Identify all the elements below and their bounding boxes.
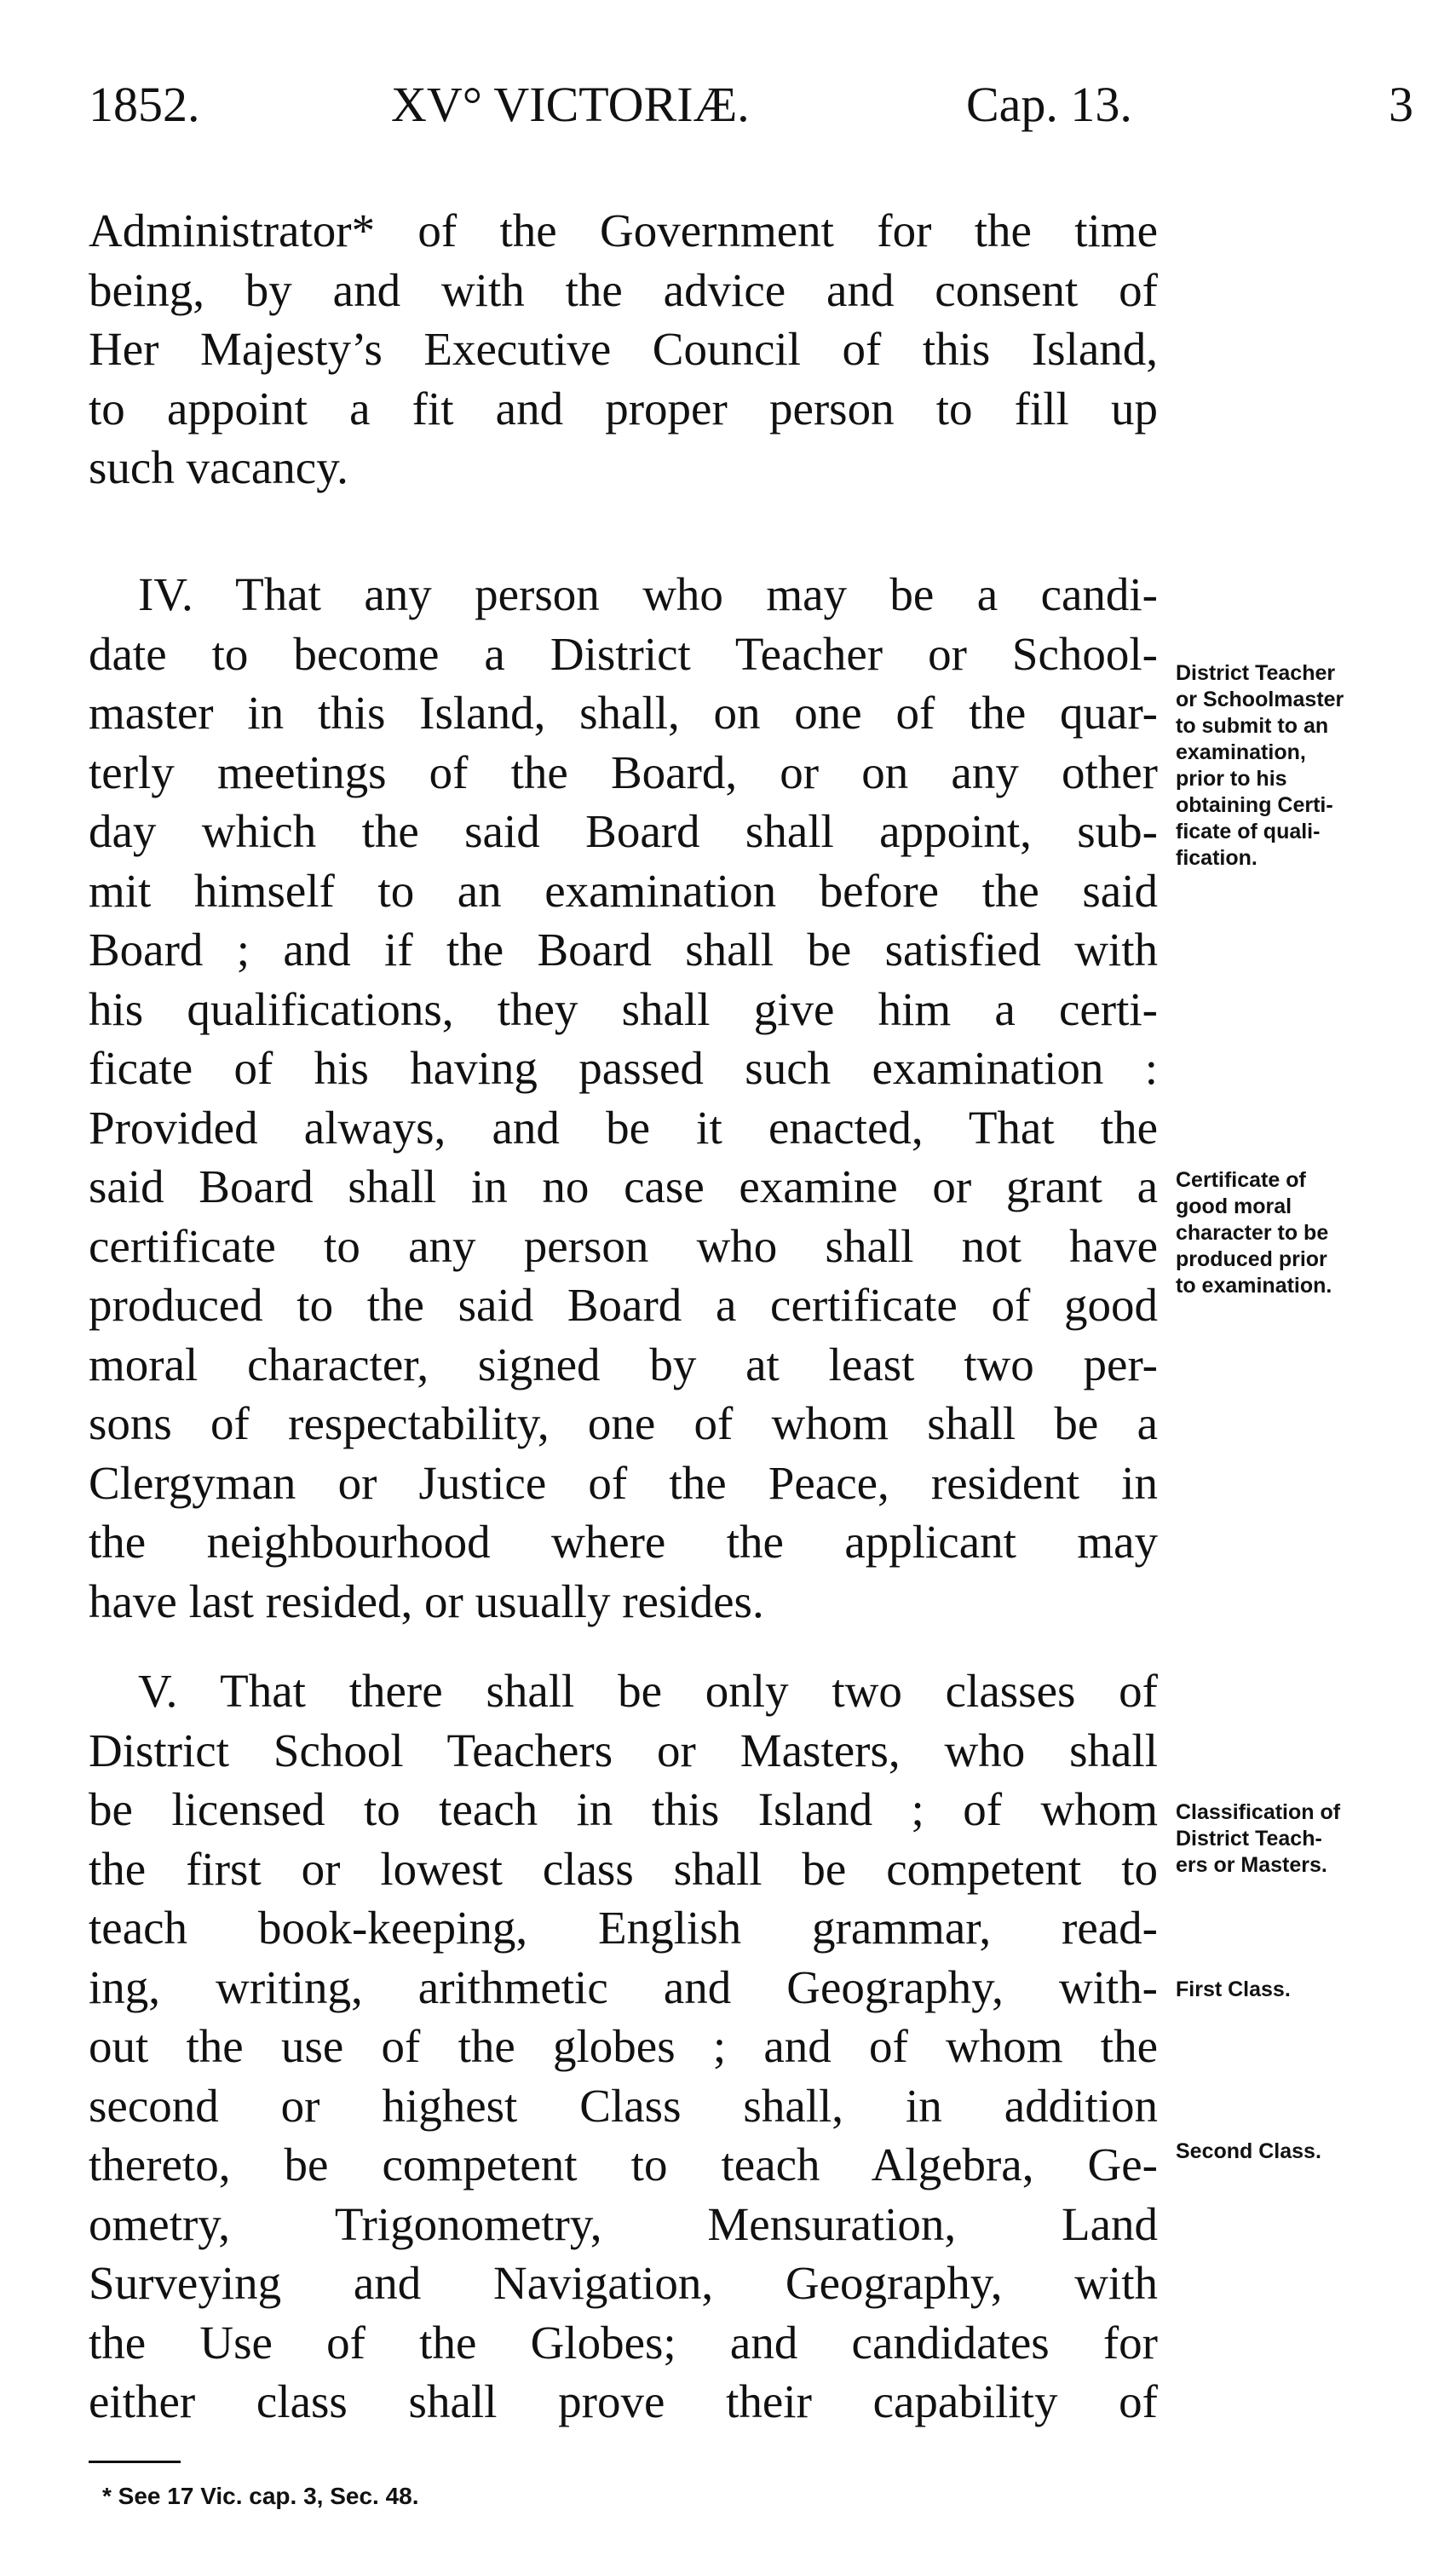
text-line: master in this Island, shall, on one of the quar-: [89, 687, 1158, 739]
text-line: either class shall prove their capability of: [89, 2375, 1158, 2427]
margin-note-line: produced prior: [1176, 1247, 1327, 1271]
text-line: ometry, Trigonometry, Mensuration, Land: [89, 2197, 1158, 2250]
margin-note-line: Second Class.: [1176, 2139, 1321, 2163]
text-line: such vacancy.: [89, 441, 348, 493]
text-line: Board ; and if the Board shall be satisfied with: [89, 924, 1158, 976]
text-line: Provided always, and be it enacted, That the: [89, 1101, 1158, 1154]
margin-note-teacher-examination: [1176, 660, 1431, 872]
text-line: V. That there shall be only two classes of: [138, 1665, 1158, 1717]
page-number: 3: [1389, 77, 1413, 132]
text-line: Surveying and Navigation, Geography, with: [89, 2257, 1158, 2309]
text-line: being, by and with the advice and consent of: [89, 263, 1158, 316]
margin-note-second-class: [1176, 2139, 1431, 2165]
text-line: have last resided, or usually resides.: [89, 1574, 764, 1627]
text-line: ficate of his having passed such examination :: [89, 1042, 1158, 1094]
text-line: sons of respectability, one of whom shall be a: [89, 1397, 1158, 1449]
text-line: Administrator* of the Government for the time: [89, 204, 1158, 256]
margin-note-moral-certificate: [1176, 1167, 1431, 1299]
text-line: certificate to any person who shall not have: [89, 1219, 1158, 1272]
margin-note-line: ers or Masters.: [1176, 1853, 1327, 1877]
text-line: moral character, signed by at least two per-: [89, 1338, 1158, 1390]
text-line: second or highest Class shall, in addition: [89, 2079, 1158, 2132]
margin-note-line: or Schoolmaster: [1176, 688, 1344, 711]
footnote-divider: [89, 2461, 181, 2463]
text-line: to appoint a fit and proper person to fill up: [89, 382, 1158, 435]
margin-note-line: Certificate of: [1176, 1168, 1306, 1192]
margin-note-line: to submit to an: [1176, 714, 1329, 738]
text-line: be licensed to teach in this Island ; of whom: [89, 1783, 1158, 1835]
text-line: produced to the said Board a certificate of good: [89, 1279, 1158, 1331]
margin-note-line: character to be: [1176, 1221, 1329, 1245]
text-line: teach book-keeping, English grammar, read-: [89, 1902, 1158, 1954]
text-line: out the use of the globes ; and of whom the: [89, 2020, 1158, 2072]
section-iv-paragraph: [89, 565, 1158, 1631]
margin-note-line: Classification of: [1176, 1800, 1341, 1824]
running-header: [89, 75, 1413, 135]
section-v-paragraph: [89, 1661, 1158, 2432]
margin-note-line: prior to his: [1176, 767, 1287, 791]
text-line: ing, writing, arithmetic and Geography, with-: [89, 1960, 1158, 2013]
text-line: day which the said Board shall appoint, sub-: [89, 805, 1158, 857]
text-line: thereto, be competent to teach Algebra, Ge-: [89, 2139, 1158, 2190]
header-chapter: Cap. 13.: [966, 77, 1132, 132]
margin-note-line: fication.: [1176, 846, 1257, 870]
margin-note-line: obtaining Certi-: [1176, 793, 1333, 817]
margin-note-line: District Teach-: [1176, 1827, 1322, 1851]
text-line: Clergyman or Justice of the Peace, resident in: [89, 1456, 1158, 1509]
text-line: the neighbourhood where the applicant may: [89, 1516, 1158, 1568]
margin-note-line: examination,: [1176, 740, 1306, 764]
text-line: District School Teachers or Masters, who shall: [89, 1724, 1158, 1776]
footnote: * See 17 Vic. cap. 3, Sec. 48.: [102, 2483, 419, 2509]
margin-note-line: District Teacher: [1176, 661, 1336, 685]
text-line: Her Majesty’s Executive Council of this Island,: [89, 323, 1158, 375]
margin-note-first-class: [1176, 1977, 1431, 2003]
text-line: his qualifications, they shall give him a certi-: [89, 982, 1158, 1035]
header-year: 1852.: [89, 77, 200, 132]
text-line: terly meetings of the Board, or on any other: [89, 746, 1158, 798]
text-line: said Board shall in no case examine or grant a: [89, 1160, 1158, 1212]
margin-note-line: good moral: [1176, 1195, 1292, 1218]
text-line: IV. That any person who may be a candi-: [138, 568, 1158, 620]
text-line: date to become a District Teacher or School-: [89, 627, 1158, 680]
margin-note-classification: [1176, 1799, 1431, 1879]
text-line: the Use of the Globes; and candidates for: [89, 2316, 1158, 2369]
margin-note-line: First Class.: [1176, 1977, 1291, 2001]
header-title: XV° VICTORIÆ.: [391, 77, 750, 132]
margin-note-line: ficate of quali-: [1176, 820, 1321, 843]
text-line: the first or lowest class shall be competent to: [89, 1842, 1158, 1895]
continuation-paragraph: [89, 201, 1158, 498]
text-line: mit himself to an examination before the said: [89, 864, 1158, 917]
margin-note-line: to examination.: [1176, 1274, 1332, 1298]
